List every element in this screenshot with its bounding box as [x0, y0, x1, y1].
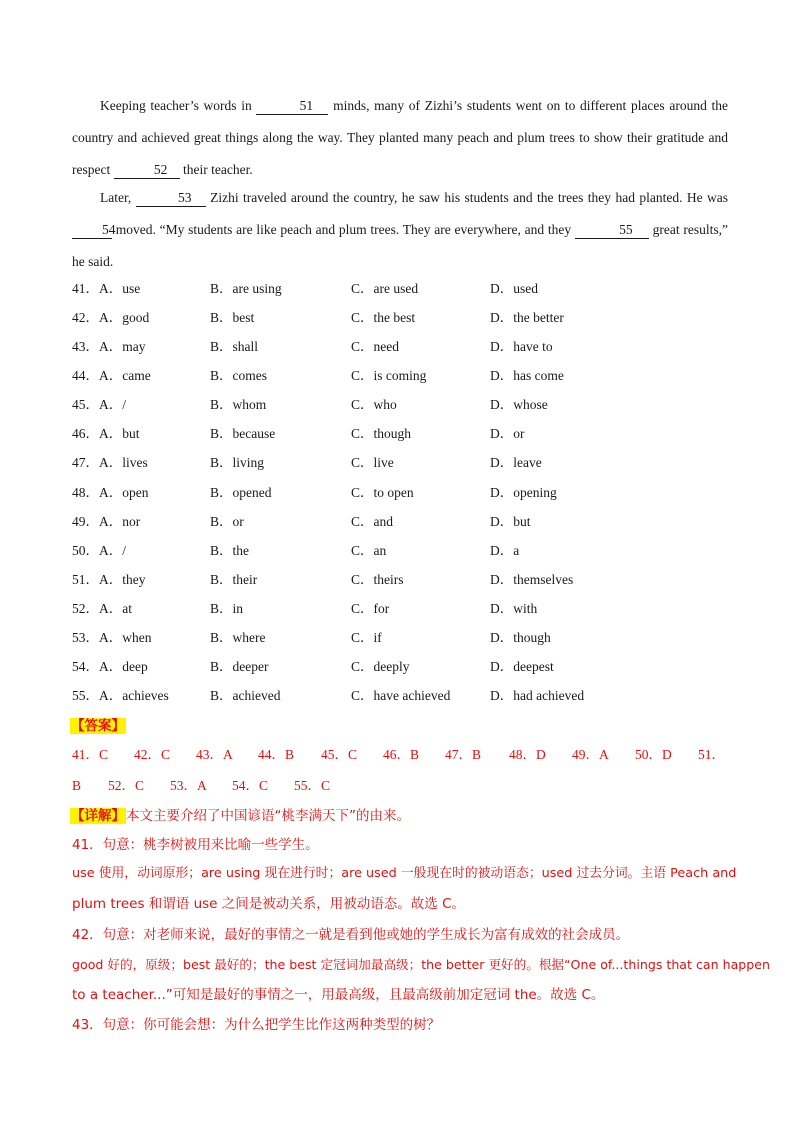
option-b: B．or	[210, 514, 244, 529]
explanation-line: use 使用，动词原形；are using 现在进行时；are used 一般现在时的被动语态；used 过去分词。主语 Peach and	[72, 866, 737, 881]
option-b: B．living	[210, 455, 265, 470]
option-b: B．whom	[210, 397, 267, 412]
passage-text: minds, many of Zizhi’s students went on to different places around the country and achieved great things along the way. They planted many peach and plum trees to show their gratitude and respect	[72, 98, 728, 177]
option-b: B．are using	[210, 281, 282, 296]
option-a: 42．A．good	[72, 310, 150, 325]
passage-text: Keeping teacher’s words in	[100, 98, 257, 113]
answer-item: 44．B	[258, 747, 295, 762]
option-b: B．shall	[210, 339, 259, 354]
passage-text: great results,” he said.	[72, 222, 728, 269]
option-b: B．because	[210, 426, 276, 441]
answer-item: B	[72, 778, 82, 793]
answer-item: 42．C	[134, 747, 171, 762]
option-d: D．whose	[490, 397, 548, 412]
answer-item: 43．A	[196, 747, 233, 762]
option-b: B．achieved	[210, 688, 281, 703]
option-c: C．who	[351, 397, 397, 412]
option-d: D．opening	[490, 485, 557, 500]
option-b: B．comes	[210, 368, 267, 383]
option-a: 55．A．achieves	[72, 688, 169, 703]
explanation-line: good 好的，原级；best 最好的；the best 定冠词加最高级；the better 更好的。根据“One of...things that can happen	[72, 957, 771, 972]
option-b: B．best	[210, 310, 255, 325]
option-c: C．need	[351, 339, 399, 354]
answer-item: 49．A	[572, 747, 609, 762]
option-a: 53．A．when	[72, 630, 152, 645]
option-d: D．a	[490, 543, 520, 558]
option-b: B．their	[210, 572, 258, 587]
passage-text: their teacher.	[179, 162, 253, 177]
option-c: C．if	[351, 630, 382, 645]
option-c: C．the best	[351, 310, 416, 325]
option-d: D．used	[490, 281, 538, 296]
passage-paragraph-1	[72, 90, 728, 186]
option-b: B．the	[210, 543, 249, 558]
answer-tag: 【答案】	[71, 718, 125, 734]
option-c: C．though	[351, 426, 412, 441]
option-d: D．has come	[490, 368, 564, 383]
blank-55: 55	[575, 222, 649, 239]
option-c: C．have achieved	[351, 688, 451, 703]
option-a: 49．A．nor	[72, 514, 141, 529]
answer-item: 53．A	[170, 778, 207, 793]
option-a: 51．A．they	[72, 572, 146, 587]
option-c: C．is coming	[351, 368, 427, 383]
explanation-line: to a teacher...”可知是最好的事情之一，用最高级，且最高级前加定冠词 the。故选 C。	[72, 987, 605, 1003]
answer-item: 41．C	[72, 747, 109, 762]
option-a: 50．A．/	[72, 543, 126, 558]
answer-item: 47．B	[445, 747, 482, 762]
option-a: 46．A．but	[72, 426, 140, 441]
answer-item: 45．C	[321, 747, 358, 762]
answer-item: 54．C	[232, 778, 269, 793]
answer-item: 48．D	[509, 747, 546, 762]
option-c: C．theirs	[351, 572, 404, 587]
answer-item: 55．C	[294, 778, 331, 793]
option-c: C．to open	[351, 485, 414, 500]
option-c: C．live	[351, 455, 394, 470]
option-c: C．are used	[351, 281, 419, 296]
explanation-line: 43．句意：你可能会想：为什么把学生比作这两种类型的树？	[72, 1017, 441, 1033]
detail-tag: 【详解】	[71, 808, 125, 824]
option-c: C．an	[351, 543, 387, 558]
explanation-line: 41．句意：桃李树被用来比喻一些学生。	[72, 837, 319, 853]
option-d: D．the better	[490, 310, 564, 325]
blank-52: 52	[114, 162, 180, 179]
option-c: C．for	[351, 601, 390, 616]
detail-line	[70, 806, 410, 826]
option-a: 54．A．deep	[72, 659, 148, 674]
option-a: 47．A．lives	[72, 455, 148, 470]
explanation-line: 42．句意：对老师来说，最好的事情之一就是看到他或她的学生成长为富有成效的社会成员。	[72, 927, 630, 943]
option-b: B．opened	[210, 485, 272, 500]
answer-item: 52．C	[108, 778, 145, 793]
option-d: D．leave	[490, 455, 542, 470]
option-a: 41．A．use	[72, 281, 141, 296]
passage-text: Zizhi traveled around the country, he saw his students and the trees they had planted. He was	[205, 190, 728, 205]
blank-54: 54	[72, 222, 112, 239]
answer-item: 50．D	[635, 747, 672, 762]
option-d: D．have to	[490, 339, 553, 354]
option-d: D．with	[490, 601, 538, 616]
option-d: D．deepest	[490, 659, 554, 674]
blank-53: 53	[136, 190, 206, 207]
option-b: B．in	[210, 601, 244, 616]
option-d: D．but	[490, 514, 531, 529]
option-c: C．deeply	[351, 659, 410, 674]
detail-intro: 本文主要介绍了中国谚语“桃李满天下”的由来。	[126, 808, 410, 824]
option-b: B．where	[210, 630, 266, 645]
answer-item: 51．	[698, 747, 725, 762]
answer-tag-line	[70, 716, 126, 736]
option-d: D．or	[490, 426, 525, 441]
passage-paragraph-2	[72, 182, 728, 278]
option-a: 44．A．came	[72, 368, 151, 383]
option-b: B．deeper	[210, 659, 269, 674]
explanation-line: plum trees 和谓语 use 之间是被动关系，用被动语态。故选 C。	[72, 896, 465, 912]
option-a: 52．A．at	[72, 601, 132, 616]
blank-51: 51	[256, 98, 328, 115]
answer-item: 46．B	[383, 747, 420, 762]
option-a: 45．A．/	[72, 397, 126, 412]
option-a: 43．A．may	[72, 339, 146, 354]
option-d: D．though	[490, 630, 551, 645]
option-d: D．had achieved	[490, 688, 585, 703]
option-a: 48．A．open	[72, 485, 149, 500]
option-d: D．themselves	[490, 572, 574, 587]
passage-text: Later,	[100, 190, 136, 205]
option-c: C．and	[351, 514, 393, 529]
passage-text: moved. “My students are like peach and plum trees. They are everywhere, and they	[112, 222, 575, 237]
